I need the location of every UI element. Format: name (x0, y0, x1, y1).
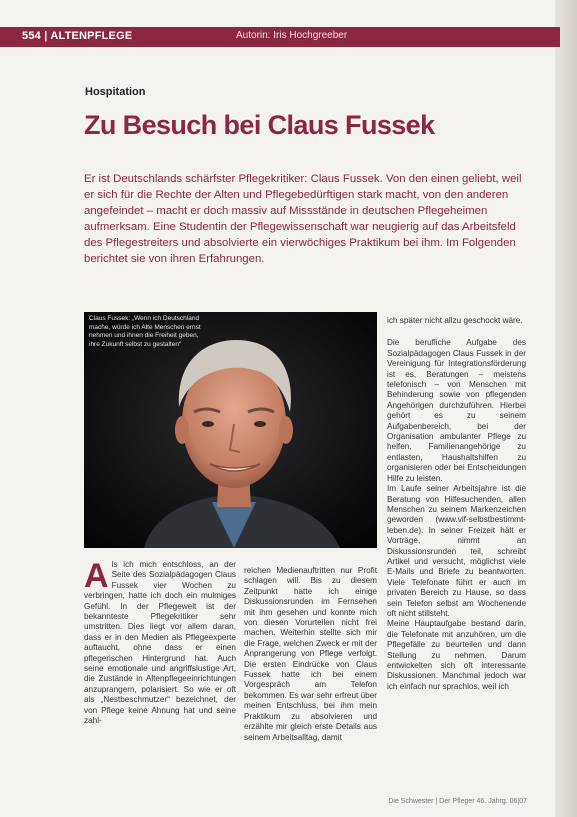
drop-cap: A (84, 560, 109, 595)
body-column-2 (244, 566, 377, 792)
article-kicker: Hospitation (85, 86, 146, 98)
body-column-3 (387, 316, 526, 792)
article-lead: Er ist Deutschlands schärfster Pflegekritiker: Claus Fussek. Von den einen geliebt, weil er sich für die Rechte der Alten und Pflegebedürftigen stark macht, von den anderen angefeindet – macht er doch massiv auf Missstände in deutschen Pflegeheimen aufmerksam. Eine Studentin der Pflegewissenschaft war neugierig auf das Arbeitsfeld des Pflegestreiters und absolvierte ein vierwöchiges Praktikum bei ihm. Im Folgenden berichtet sie von ihren Erfahrungen. (84, 173, 522, 265)
section-header-bar (0, 27, 560, 47)
photo-caption: Claus Fussek: „Wenn ich Deutschland mache, würde ich Alte Menschen ernst nehmen und ihnen die Freiheit geben, ihre Zukunft selbst zu gestalten“ (89, 315, 201, 348)
body-text-1: ls ich mich entschloss, an der Seite des Sozialpädagogen Claus Fussek vier Wochen zu verbringen, hatte ich doch ein mulmiges Gefühl. In der Pflegewelt ist der bekannteste Pflegekritiker sehr umstritten. Dies liegt vor allem daran, dass er in den Medien als Pflegeexperte auftaucht, ohne dass er einen pflegerischen Hintergrund hat. Auch seine emotionale und angriffslustige Art, die Zustände in Altenpflegeeinrichtungen anzuprangern, polarisiert. So wie er oft als „Nestbeschmutzer“ bezeichnet, der von Pflege keine Ahnung hat und seine zahl- (84, 560, 236, 726)
page-spine (555, 0, 577, 817)
author-label: Autorin: Iris Hochgreeber (236, 30, 348, 41)
body-text-3d: Meine Hauptaufgabe bestand darin, die Telefonate mit anzuhören, um die Pflegefälle zu beurteilen und dann Stellung zu nehmen. Darum entwickelten sich oft interessante Diskussionen. Manchmal jedoch war ich einfach nur sprachlos, weil ich (387, 619, 526, 691)
body-text-3c: Im Laufe seiner Arbeitsjahre ist die Beratung von Hilfesuchenden, allen Menschen zu seinem Markenzeichen geworden (www.vif-selbstbestimmt-leben.de). In seiner Freizeit hält er Vorträge, nimmt an Diskussionsrunden teil, schreibt Artikel und versucht, möglichst viele E-Mails und Briefe zu beantworten. Viele Telefonate führt er auch im privaten Bereich zu Hause, so dass sein Telefon selbst am Wochenende oft nicht stillsteht. (387, 484, 526, 618)
section-label: 554 | ALTENPFLEGE (22, 30, 133, 42)
body-text-3b: Die berufliche Aufgabe des Sozialpädagogen Claus Fussek in der Vereinigung für Integrationsförderung ist es, Beratungen – meistens telefonisch – von Menschen mit Behinderung sowie von pflegenden Angehörigen durchzuführen. Hierbei gehört es zu seinem Aufgabenbereich, bei der Organisation ambulanter Pflege zu helfen, Familienangehörige zu entlasten, Haushaltshilfen zu organisieren oder bei Entscheidungen Hilfe zu leisten. (387, 338, 526, 483)
article-headline: Zu Besuch bei Claus Fussek (84, 110, 435, 140)
body-text-3a: ich später nicht allzu geschockt wäre. (387, 316, 523, 325)
portrait-photo (84, 312, 377, 548)
body-text-2: reichen Medienauftritten nur Profit schlagen will. Bis zu diesem Zeitpunkt hatte ich einige Diskussionsrunden im Fernsehen mit ihm gesehen und konnte mich von diesen Vorurteilen nicht frei machen. Weiterhin stellte sich mir die Frage, welchen Zweck er mit der Anprangerung von Pflege verfolgt. Die ersten Eindrücke von Claus Fussek hatte ich bei einem Vorgespräch am Telefon bekommen. Es war sehr erfreut über meinen Entschluss, bei ihm mein Praktikum zu absolvieren und erzählte mir gleich erste Details aus seinem Arbeitsalltag, damit (244, 566, 377, 742)
page-footer: Die Schwester | Der Pfleger 46. Jahrg. 06|07 (388, 798, 527, 805)
body-column-1 (84, 560, 236, 792)
